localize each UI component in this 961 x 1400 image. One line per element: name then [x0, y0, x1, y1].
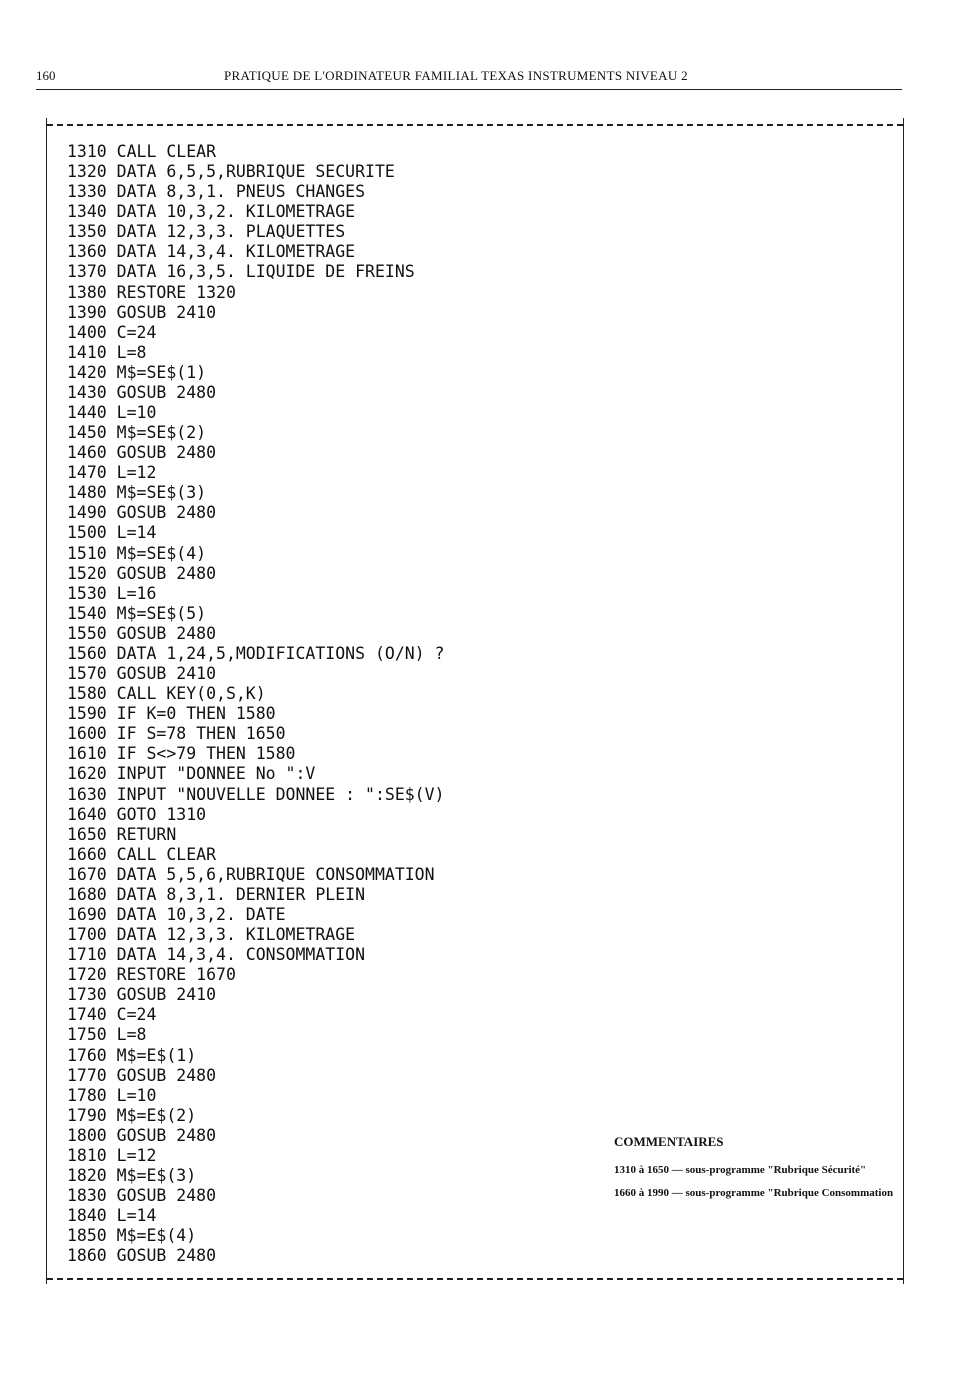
comments-panel	[614, 1134, 906, 1210]
code-line: 1330 DATA 8,3,1. PNEUS CHANGES	[67, 182, 366, 202]
code-line: 1750 L=8	[67, 1025, 147, 1045]
code-line: 1520 GOSUB 2480	[67, 563, 217, 583]
code-line: 1570 GOSUB 2410	[67, 664, 217, 684]
code-line: 1710 DATA 14,3,4. CONSOMMATION	[67, 945, 366, 965]
code-line: 1340 DATA 10,3,2. KILOMETRAGE	[67, 202, 356, 222]
bottom-dashed-border	[47, 1278, 903, 1280]
code-line: 1820 M$=E$(3)	[67, 1165, 197, 1185]
code-line: 1610 IF S<>79 THEN 1580	[67, 744, 296, 764]
basic-program-listing	[67, 142, 445, 1266]
code-line: 1370 DATA 16,3,5. LIQUIDE DE FREINS	[67, 262, 415, 282]
code-line: 1460 GOSUB 2480	[67, 443, 217, 463]
code-line: 1470 L=12	[67, 463, 157, 483]
code-line: 1390 GOSUB 2410	[67, 302, 217, 322]
code-line: 1830 GOSUB 2480	[67, 1186, 217, 1206]
code-line: 1720 RESTORE 1670	[67, 965, 236, 985]
code-line: 1620 INPUT "DONNEE No ":V	[67, 764, 316, 784]
code-line: 1680 DATA 8,3,1. DERNIER PLEIN	[67, 884, 366, 904]
code-line: 1410 L=8	[67, 342, 147, 362]
code-line: 1730 GOSUB 2410	[67, 985, 217, 1005]
code-line: 1790 M$=E$(2)	[67, 1105, 197, 1125]
header-rule	[36, 89, 902, 90]
code-line: 1650 RETURN	[67, 824, 177, 844]
code-line: 1560 DATA 1,24,5,MODIFICATIONS (O/N) ?	[67, 643, 445, 663]
code-line: 1530 L=16	[67, 583, 157, 603]
code-line: 1440 L=10	[67, 403, 157, 423]
comments-title: COMMENTAIRES	[614, 1134, 724, 1149]
code-line: 1630 INPUT "NOUVELLE DONNEE : ":SE$(V)	[67, 784, 445, 804]
code-line: 1670 DATA 5,5,6,RUBRIQUE CONSOMMATION	[67, 864, 435, 884]
top-dashed-border	[47, 124, 903, 126]
code-line: 1480 M$=SE$(3)	[67, 483, 207, 503]
code-line: 1840 L=14	[67, 1206, 157, 1226]
comment-item-securite: 1310 à 1650 — sous-programme "Rubrique Sécurité"	[614, 1164, 867, 1176]
comment-item-consommation: 1660 à 1990 — sous-programme "Rubrique Consommation	[614, 1187, 894, 1199]
code-line: 1810 L=12	[67, 1145, 157, 1165]
running-title: PRATIQUE DE L'ORDINATEUR FAMILIAL TEXAS INSTRUMENTS NIVEAU 2	[224, 68, 688, 83]
code-line: 1360 DATA 14,3,4. KILOMETRAGE	[67, 242, 356, 262]
code-line: 1490 GOSUB 2480	[67, 503, 217, 523]
code-line: 1700 DATA 12,3,3. KILOMETRAGE	[67, 925, 356, 945]
code-line: 1320 DATA 6,5,5,RUBRIQUE SECURITE	[67, 162, 395, 182]
code-line: 1400 C=24	[67, 322, 157, 342]
code-line: 1380 RESTORE 1320	[67, 282, 236, 302]
code-line: 1550 GOSUB 2480	[67, 623, 217, 643]
code-line: 1850 M$=E$(4)	[67, 1226, 197, 1246]
code-line: 1660 CALL CLEAR	[67, 844, 217, 864]
code-line: 1350 DATA 12,3,3. PLAQUETTES	[67, 222, 346, 242]
code-line: 1540 M$=SE$(5)	[67, 603, 207, 623]
code-line: 1690 DATA 10,3,2. DATE	[67, 904, 286, 924]
code-line: 1580 CALL KEY(0,S,K)	[67, 684, 266, 704]
code-line: 1800 GOSUB 2480	[67, 1125, 217, 1145]
code-line: 1740 C=24	[67, 1005, 157, 1025]
code-line: 1510 M$=SE$(4)	[67, 543, 207, 563]
code-line: 1770 GOSUB 2480	[67, 1065, 217, 1085]
code-line: 1640 GOTO 1310	[67, 804, 207, 824]
program-listing-box	[46, 118, 904, 1284]
code-line: 1500 L=14	[67, 523, 157, 543]
code-line: 1590 IF K=0 THEN 1580	[67, 704, 276, 724]
code-line: 1420 M$=SE$(1)	[67, 362, 207, 382]
code-line: 1450 M$=SE$(2)	[67, 423, 207, 443]
code-line: 1860 GOSUB 2480	[67, 1246, 217, 1266]
code-line: 1780 L=10	[67, 1085, 157, 1105]
code-line: 1600 IF S=78 THEN 1650	[67, 724, 286, 744]
page-number: 160	[36, 68, 56, 83]
code-line: 1310 CALL CLEAR	[67, 142, 217, 161]
code-line: 1760 M$=E$(1)	[67, 1045, 197, 1065]
code-line: 1430 GOSUB 2480	[67, 382, 217, 402]
